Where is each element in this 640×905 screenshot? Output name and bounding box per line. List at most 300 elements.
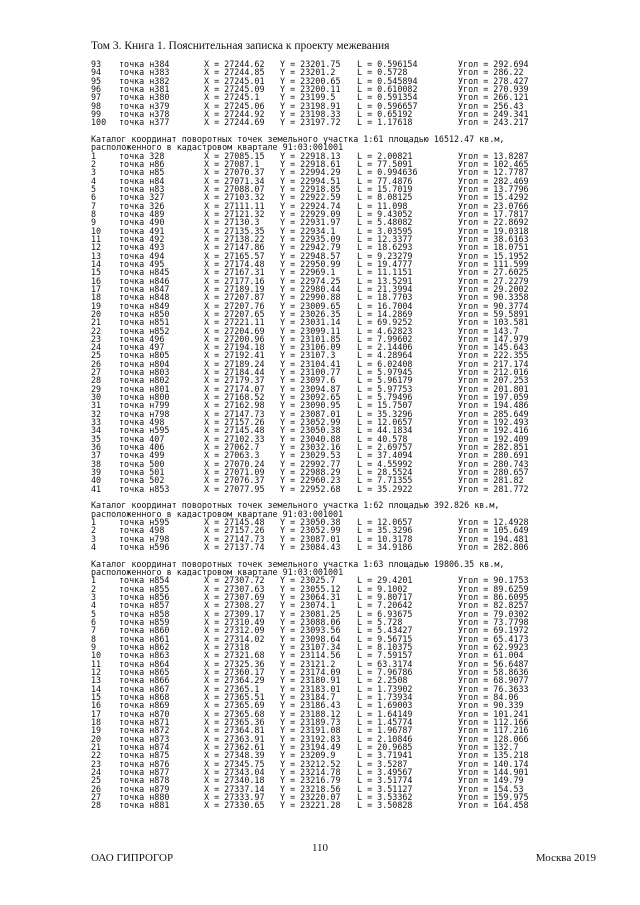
segment-length: L = 7.59157	[357, 650, 413, 661]
point-name: точка н857	[119, 600, 170, 611]
point-name: точка н867	[119, 683, 170, 694]
x-coordinate: X = 27077.95	[204, 483, 265, 494]
point-index: 18	[91, 292, 102, 303]
y-coordinate: Y = 23087.01	[280, 533, 341, 544]
y-coordinate: Y = 23087.01	[280, 408, 341, 419]
angle: Угол = 73.7798	[458, 616, 529, 627]
angle: Угол = 69.1972	[458, 625, 529, 636]
point-name: точка н85	[119, 167, 165, 178]
x-coordinate: X = 27076.37	[204, 475, 265, 486]
point-name: точка н858	[119, 608, 170, 619]
angle: Угол = 145.643	[458, 342, 529, 353]
angle: Угол = 280.657	[458, 467, 529, 478]
point-name: точка н869	[119, 700, 170, 711]
segment-length: L = 6.93675	[357, 608, 413, 619]
point-name: точка н859	[119, 616, 170, 627]
angle: Угол = 103.581	[458, 317, 529, 328]
point-index: 37	[91, 450, 102, 461]
coordinate-row	[91, 543, 571, 551]
point-name: точка н881	[119, 800, 170, 811]
x-coordinate: X = 27138.22	[204, 233, 265, 244]
angle: Угол = 58.8636	[458, 666, 529, 677]
angle: Угол = 89.6259	[458, 583, 529, 594]
segment-length: L = 12.0657	[357, 517, 413, 528]
point-name: точка 496	[119, 333, 165, 344]
x-coordinate: X = 27157.26	[204, 417, 265, 428]
point-index: 33	[91, 417, 102, 428]
point-name: точка н383	[119, 67, 170, 78]
y-coordinate: Y = 23052.99	[280, 525, 341, 536]
angle: Угол = 68.9077	[458, 675, 529, 686]
segment-length: L = 15.7019	[357, 183, 413, 194]
y-coordinate: Y = 22918.85	[280, 183, 341, 194]
y-coordinate: Y = 22918.61	[280, 158, 341, 169]
y-coordinate: Y = 23220.07	[280, 791, 341, 802]
y-coordinate: Y = 23093.56	[280, 625, 341, 636]
angle: Угол = 105.649	[458, 525, 529, 536]
segment-length: L = 4.62823	[357, 325, 413, 336]
y-coordinate: Y = 23221.28	[280, 800, 341, 811]
x-coordinate: X = 27307.69	[204, 592, 265, 602]
point-name: точка н875	[119, 750, 170, 761]
segment-length: L = 21.3994	[357, 283, 413, 294]
point-index: 99	[91, 108, 102, 119]
angle: Угол = 143.7	[458, 325, 519, 336]
y-coordinate: Y = 22922.59	[280, 192, 341, 203]
angle: Угол = 13.7796	[458, 183, 529, 194]
x-coordinate: X = 27174.48	[204, 258, 265, 269]
point-name: точка н381	[119, 83, 170, 94]
x-coordinate: X = 27245.09	[204, 83, 265, 94]
segment-length: L = 0.596657	[357, 100, 418, 111]
point-index: 30	[91, 392, 102, 403]
y-coordinate: Y = 22929.09	[280, 208, 341, 219]
y-coordinate: Y = 23191.08	[280, 725, 341, 736]
point-name: точка 328	[119, 150, 165, 161]
x-coordinate: X = 27168.52	[204, 392, 265, 403]
x-coordinate: X = 27145.48	[204, 425, 265, 436]
point-index: 32	[91, 408, 102, 419]
point-name: точка 501	[119, 467, 165, 478]
x-coordinate: X = 27157.26	[204, 525, 265, 536]
angle: Угол = 15.4292	[458, 192, 529, 203]
x-coordinate: X = 27365.69	[204, 700, 265, 711]
y-coordinate: Y = 23218.56	[280, 783, 341, 794]
segment-length: L = 11.098	[357, 200, 408, 211]
y-coordinate: Y = 23107.34	[280, 641, 341, 652]
point-index: 31	[91, 400, 102, 411]
point-index: 93	[91, 59, 102, 69]
segment-length: L = 28.5524	[357, 467, 413, 478]
segment-length: L = 4.28964	[357, 350, 413, 361]
y-coordinate: Y = 23104.41	[280, 358, 341, 369]
point-index: 26	[91, 358, 102, 369]
segment-length: L = 18.6293	[357, 242, 413, 253]
y-coordinate: Y = 23100.77	[280, 367, 341, 378]
segment-length: L = 12.3377	[357, 233, 413, 244]
angle: Угол = 154.53	[458, 783, 524, 794]
x-coordinate: X = 27207.65	[204, 308, 265, 319]
x-coordinate: X = 27207.76	[204, 300, 265, 311]
angle: Угол = 65.4173	[458, 633, 529, 644]
angle: Угол = 192.416	[458, 425, 529, 436]
point-index: 2	[91, 583, 97, 594]
angle: Угол = 286.22	[458, 67, 524, 78]
segment-length: L = 5.79496	[357, 392, 413, 403]
y-coordinate: Y = 23029.53	[280, 450, 341, 461]
x-coordinate: X = 27245.1	[204, 92, 260, 103]
y-coordinate: Y = 23098.64	[280, 633, 341, 644]
segment-length: L = 0.610082	[357, 83, 418, 94]
point-name: точка н873	[119, 733, 170, 744]
point-name: точка н801	[119, 383, 170, 394]
segment-length: L = 8.08125	[357, 192, 413, 203]
angle: Угол = 278.427	[458, 75, 529, 86]
x-coordinate: X = 27309.17	[204, 608, 265, 619]
catalog-title: расположенного в кадастровом квартале 91:03:001001	[91, 508, 344, 519]
segment-length: L = 1.73934	[357, 691, 413, 702]
y-coordinate: Y = 23106.09	[280, 342, 341, 353]
x-coordinate: X = 27071.09	[204, 467, 265, 478]
point-name: точка н798	[119, 533, 170, 544]
x-coordinate: X = 27177.16	[204, 275, 265, 286]
x-coordinate: X = 27307.72	[204, 575, 265, 586]
x-coordinate: X = 27325.36	[204, 658, 265, 669]
x-coordinate: X = 27062.7	[204, 442, 260, 453]
segment-length: L = 9.80717	[357, 592, 413, 602]
point-index: 11	[91, 233, 102, 244]
point-index: 3	[91, 533, 97, 544]
angle: Угол = 135.218	[458, 750, 529, 761]
x-coordinate: X = 27130.3	[204, 217, 260, 228]
point-name: точка 326	[119, 200, 165, 211]
x-coordinate: X = 27111.11	[204, 200, 265, 211]
angle: Угол = 249.341	[458, 108, 529, 119]
angle: Угол = 59.5891	[458, 308, 529, 319]
point-index: 28	[91, 800, 102, 811]
segment-length: L = 0.994636	[357, 167, 418, 178]
catalog-title: Каталог координат поворотных точек земельного участка 1:62 площадью 392.826 кв.м,	[91, 500, 500, 511]
segment-length: L = 44.1834	[357, 425, 413, 436]
y-coordinate: Y = 23088.06	[280, 616, 341, 627]
segment-length: L = 9.43052	[357, 208, 413, 219]
y-coordinate: Y = 23201.2	[280, 67, 336, 78]
x-coordinate: X = 27244.85	[204, 67, 265, 78]
segment-length: L = 7.20642	[357, 600, 413, 611]
point-name: точка н872	[119, 725, 170, 736]
point-name: точка н849	[119, 300, 170, 311]
segment-length: L = 11.1151	[357, 267, 413, 278]
angle: Угол = 29.2002	[458, 283, 529, 294]
point-name: точка н848	[119, 292, 170, 303]
angle: Угол = 194.486	[458, 400, 529, 411]
angle: Угол = 149.79	[458, 775, 524, 786]
angle: Угол = 22.8692	[458, 217, 529, 228]
angle: Угол = 285.649	[458, 408, 529, 419]
angle: Угол = 207.253	[458, 375, 529, 386]
x-coordinate: X = 27189.19	[204, 283, 265, 294]
segment-length: L = 37.4094	[357, 450, 413, 461]
point-index: 3	[91, 592, 97, 602]
y-coordinate: Y = 23031.14	[280, 317, 341, 328]
y-coordinate: Y = 23025.7	[280, 575, 336, 586]
segment-length: L = 35.3296	[357, 408, 413, 419]
point-name: точка н83	[119, 183, 165, 194]
x-coordinate: X = 27189.24	[204, 358, 265, 369]
x-coordinate: X = 27360.17	[204, 666, 265, 677]
point-name: точка 502	[119, 475, 165, 486]
x-coordinate: X = 27070.24	[204, 458, 265, 469]
segment-length: L = 7.99602	[357, 333, 413, 344]
angle: Угол = 15.1952	[458, 250, 529, 261]
x-coordinate: X = 27363.91	[204, 733, 265, 744]
angle: Угол = 256.43	[458, 100, 524, 111]
point-name: точка н596	[119, 542, 170, 553]
x-coordinate: X = 27102.33	[204, 433, 265, 444]
segment-length: L = 8.10375	[357, 641, 413, 652]
y-coordinate: Y = 23114.56	[280, 650, 341, 661]
angle: Угол = 12.7787	[458, 167, 529, 178]
angle: Угол = 222.355	[458, 350, 529, 361]
catalog-title: расположенного в кадастровом квартале 91:03:001001	[91, 567, 344, 578]
x-coordinate: X = 27365.68	[204, 708, 265, 719]
y-coordinate: Y = 22918.13	[280, 150, 341, 161]
y-coordinate: Y = 23198.33	[280, 108, 341, 119]
y-coordinate: Y = 22934.1	[280, 225, 336, 236]
point-index: 22	[91, 750, 102, 761]
point-name: точка н86	[119, 158, 165, 169]
segment-length: L = 1.96787	[357, 725, 413, 736]
point-name: точка н379	[119, 100, 170, 111]
y-coordinate: Y = 23092.65	[280, 392, 341, 403]
x-coordinate: X = 27200.96	[204, 333, 265, 344]
y-coordinate: Y = 23183.01	[280, 683, 341, 694]
angle: Угол = 147.979	[458, 333, 529, 344]
y-coordinate: Y = 23188.12	[280, 708, 341, 719]
y-coordinate: Y = 23107.3	[280, 350, 336, 361]
segment-length: L = 7.71355	[357, 475, 413, 486]
x-coordinate: X = 27245.06	[204, 100, 265, 111]
point-index: 19	[91, 725, 102, 736]
segment-length: L = 19.4777	[357, 258, 413, 269]
angle: Угол = 17.7817	[458, 208, 529, 219]
point-index: 26	[91, 783, 102, 794]
x-coordinate: X = 27348.39	[204, 750, 265, 761]
y-coordinate: Y = 23197.72	[280, 117, 341, 128]
segment-length: L = 69.9252	[357, 317, 413, 328]
point-name: точка н846	[119, 275, 170, 286]
angle: Угол = 19.0318	[458, 225, 529, 236]
point-index: 4	[91, 175, 97, 186]
x-coordinate: X = 27070.37	[204, 167, 265, 178]
point-index: 7	[91, 200, 97, 211]
segment-length: L = 20.9685	[357, 741, 413, 752]
point-index: 23	[91, 333, 102, 344]
y-coordinate: Y = 22950.99	[280, 258, 341, 269]
point-index: 15	[91, 267, 102, 278]
y-coordinate: Y = 23081.25	[280, 608, 341, 619]
angle: Угол = 266.121	[458, 92, 529, 103]
point-name: точка 492	[119, 233, 165, 244]
y-coordinate: Y = 23201.75	[280, 59, 341, 69]
angle: Угол = 194.481	[458, 533, 529, 544]
point-index: 27	[91, 791, 102, 802]
point-name: точка н868	[119, 691, 170, 702]
point-index: 20	[91, 733, 102, 744]
angle: Угол = 270.939	[458, 83, 529, 94]
y-coordinate: Y = 23084.43	[280, 542, 341, 553]
point-name: точка н384	[119, 59, 170, 69]
x-coordinate: X = 27194.18	[204, 342, 265, 353]
x-coordinate: X = 27135.35	[204, 225, 265, 236]
point-index: 18	[91, 716, 102, 727]
segment-length: L = 77.5091	[357, 158, 413, 169]
y-coordinate: Y = 23199.5	[280, 92, 336, 103]
y-coordinate: Y = 23097.6	[280, 375, 336, 386]
y-coordinate: Y = 23180.91	[280, 675, 341, 686]
point-index: 9	[91, 641, 97, 652]
point-name: точка н866	[119, 675, 170, 686]
x-coordinate: X = 27137.74	[204, 542, 265, 553]
x-coordinate: X = 27318	[204, 641, 250, 652]
x-coordinate: X = 27307.63	[204, 583, 265, 594]
segment-length: L = 1.73902	[357, 683, 413, 694]
catalog-title: Каталог координат поворотных точек земельного участка 1:63 площадью 19806.35 кв.м,	[91, 558, 505, 569]
point-index: 3	[91, 167, 97, 178]
y-coordinate: Y = 22990.88	[280, 292, 341, 303]
y-coordinate: Y = 22952.68	[280, 483, 341, 494]
y-coordinate: Y = 23064.31	[280, 592, 341, 602]
segment-length: L = 5.97753	[357, 383, 413, 394]
y-coordinate: Y = 22969.1	[280, 267, 336, 278]
point-name: точка 327	[119, 192, 165, 203]
y-coordinate: Y = 23074.1	[280, 600, 336, 611]
point-name: точка н847	[119, 283, 170, 294]
y-coordinate: Y = 23194.49	[280, 741, 341, 752]
y-coordinate: Y = 22994.29	[280, 167, 341, 178]
angle: Угол = 192.409	[458, 433, 529, 444]
angle: Угол = 281.772	[458, 483, 529, 494]
y-coordinate: Y = 23186.43	[280, 700, 341, 711]
segment-length: L = 29.4201	[357, 575, 413, 586]
segment-length: L = 1.17618	[357, 117, 413, 128]
point-name: точка 498	[119, 417, 165, 428]
point-index: 12	[91, 242, 102, 253]
point-name: точка н856	[119, 592, 170, 602]
segment-length: L = 5.96179	[357, 375, 413, 386]
segment-length: L = 34.9186	[357, 542, 413, 553]
segment-length: L = 40.578	[357, 433, 408, 444]
footer-location-year: Москва 2019	[535, 852, 596, 864]
point-name: точка н865	[119, 666, 170, 677]
point-name: точка н878	[119, 775, 170, 786]
y-coordinate: Y = 23212.52	[280, 758, 341, 769]
x-coordinate: X = 27364.81	[204, 725, 265, 736]
angle: Угол = 292.694	[458, 59, 529, 69]
y-coordinate: Y = 23200.65	[280, 75, 341, 86]
angle: Угол = 280.743	[458, 458, 529, 469]
coordinate-catalog	[91, 60, 571, 810]
angle: Угол = 140.174	[458, 758, 529, 769]
angle: Угол = 82.8257	[458, 600, 529, 611]
y-coordinate: Y = 23200.11	[280, 83, 341, 94]
segment-length: L = 77.4876	[357, 175, 413, 186]
segment-length: L = 35.2922	[357, 483, 413, 494]
point-index: 21	[91, 741, 102, 752]
angle: Угол = 90.339	[458, 700, 524, 711]
x-coordinate: X = 27184.44	[204, 367, 265, 378]
angle: Угол = 90.3774	[458, 300, 529, 311]
x-coordinate: X = 27162.98	[204, 400, 265, 411]
point-name: точка н855	[119, 583, 170, 594]
point-index: 28	[91, 375, 102, 386]
point-index: 96	[91, 83, 102, 94]
y-coordinate: Y = 23099.11	[280, 325, 341, 336]
segment-length: L = 0.65192	[357, 108, 413, 119]
segment-length: L = 0.596154	[357, 59, 418, 69]
y-coordinate: Y = 23032.16	[280, 442, 341, 453]
y-coordinate: Y = 22980.44	[280, 283, 341, 294]
catalog-title: расположенного в кадастровом квартале 91:03:001001	[91, 142, 344, 153]
angle: Угол = 282.469	[458, 175, 529, 186]
y-coordinate: Y = 22935.09	[280, 233, 341, 244]
point-name: точка 499	[119, 450, 165, 461]
point-name: точка н860	[119, 625, 170, 636]
segment-length: L = 3.51127	[357, 783, 413, 794]
point-name: точка н854	[119, 575, 170, 586]
point-index: 36	[91, 442, 102, 453]
y-coordinate: Y = 23198.91	[280, 100, 341, 111]
segment-length: L = 3.53362	[357, 791, 413, 802]
y-coordinate: Y = 23192.83	[280, 733, 341, 744]
y-coordinate: Y = 22942.79	[280, 242, 341, 253]
y-coordinate: Y = 23101.85	[280, 333, 341, 344]
x-coordinate: X = 27071.34	[204, 175, 265, 186]
y-coordinate: Y = 22974.25	[280, 275, 341, 286]
catalog-title: Каталог координат поворотных точек земельного участка 1:61 площадью 16512.47 кв.м,	[91, 133, 505, 144]
x-coordinate: X = 27340.18	[204, 775, 265, 786]
x-coordinate: X = 27165.57	[204, 250, 265, 261]
segment-length: L = 3.71941	[357, 750, 413, 761]
point-index: 22	[91, 325, 102, 336]
segment-length: L = 0.591354	[357, 92, 418, 103]
segment-length: L = 1.64149	[357, 708, 413, 719]
y-coordinate: Y = 23214.78	[280, 766, 341, 777]
point-index: 5	[91, 608, 97, 619]
point-name: точка н853	[119, 483, 170, 494]
angle: Угол = 102.465	[458, 158, 529, 169]
x-coordinate: X = 27147.86	[204, 242, 265, 253]
point-index: 1	[91, 150, 97, 161]
angle: Угол = 280.691	[458, 450, 529, 461]
angle: Угол = 192.493	[458, 417, 529, 428]
point-name: точка н850	[119, 308, 170, 319]
angle: Угол = 144.901	[458, 766, 529, 777]
segment-length: L = 5.48082	[357, 217, 413, 228]
point-index: 17	[91, 283, 102, 294]
angle: Угол = 197.059	[458, 392, 529, 403]
x-coordinate: X = 27362.61	[204, 741, 265, 752]
point-name: точка 407	[119, 433, 165, 444]
point-index: 35	[91, 433, 102, 444]
point-index: 97	[91, 92, 102, 103]
point-name: точка н879	[119, 783, 170, 794]
point-index: 7	[91, 625, 97, 636]
angle: Угол = 27.6025	[458, 267, 529, 278]
y-coordinate: Y = 23050.38	[280, 425, 341, 436]
point-name: точка н805	[119, 350, 170, 361]
angle: Угол = 86.6095	[458, 592, 529, 602]
